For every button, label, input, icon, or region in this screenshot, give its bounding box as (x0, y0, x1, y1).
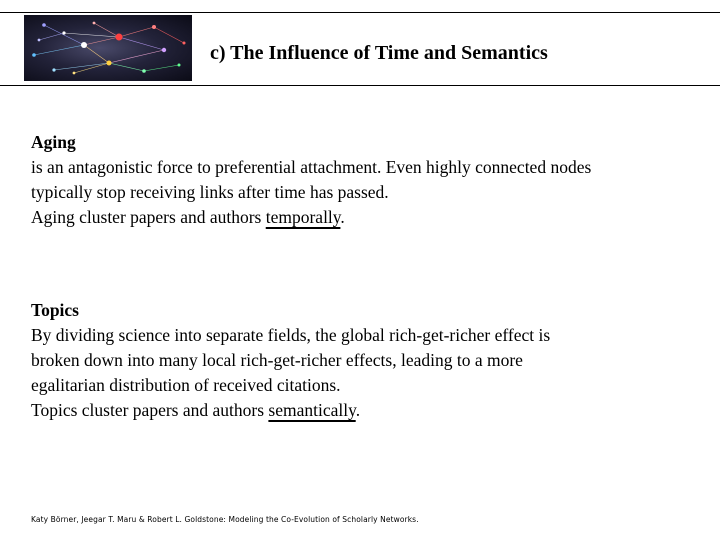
slide-title: c) The Influence of Time and Semantics (210, 42, 548, 64)
aging-heading: Aging (31, 132, 76, 152)
header-bottom-rule (0, 85, 720, 86)
topics-section (31, 298, 701, 423)
topics-line-4-prefix: Topics cluster papers and authors (31, 400, 269, 420)
aging-line-3-suffix: . (340, 207, 345, 227)
topics-line-1: By dividing science into separate fields, the global rich-get-richer effect is (31, 325, 551, 345)
network-visualization-image (24, 15, 192, 81)
aging-line-3-prefix: Aging cluster papers and authors (31, 207, 266, 227)
topics-line-4 (31, 398, 701, 423)
footer-citation: Katy Börner, Jeegar T. Maru & Robert L. Goldstone: Modeling the Co-Evolution of Scholarly Networks. (31, 515, 419, 524)
aging-line-3 (31, 205, 701, 230)
topics-line-4-suffix: . (355, 400, 361, 420)
topics-emphasis-semantically: semantically (268, 400, 356, 420)
header-top-rule (0, 12, 720, 13)
topics-line-3: egalitarian distribution of received citations. (31, 375, 341, 395)
aging-line-1: is an antagonistic force to preferential attachment. Even highly connected nodes (31, 157, 592, 177)
topics-heading: Topics (31, 300, 79, 320)
aging-line-2: typically stop receiving links after time has passed. (31, 182, 389, 202)
aging-emphasis-temporally: temporally (265, 207, 341, 227)
topics-line-2: broken down into many local rich-get-richer effects, leading to a more (31, 350, 523, 370)
network-graph-icon (24, 15, 192, 81)
aging-section (31, 130, 701, 230)
